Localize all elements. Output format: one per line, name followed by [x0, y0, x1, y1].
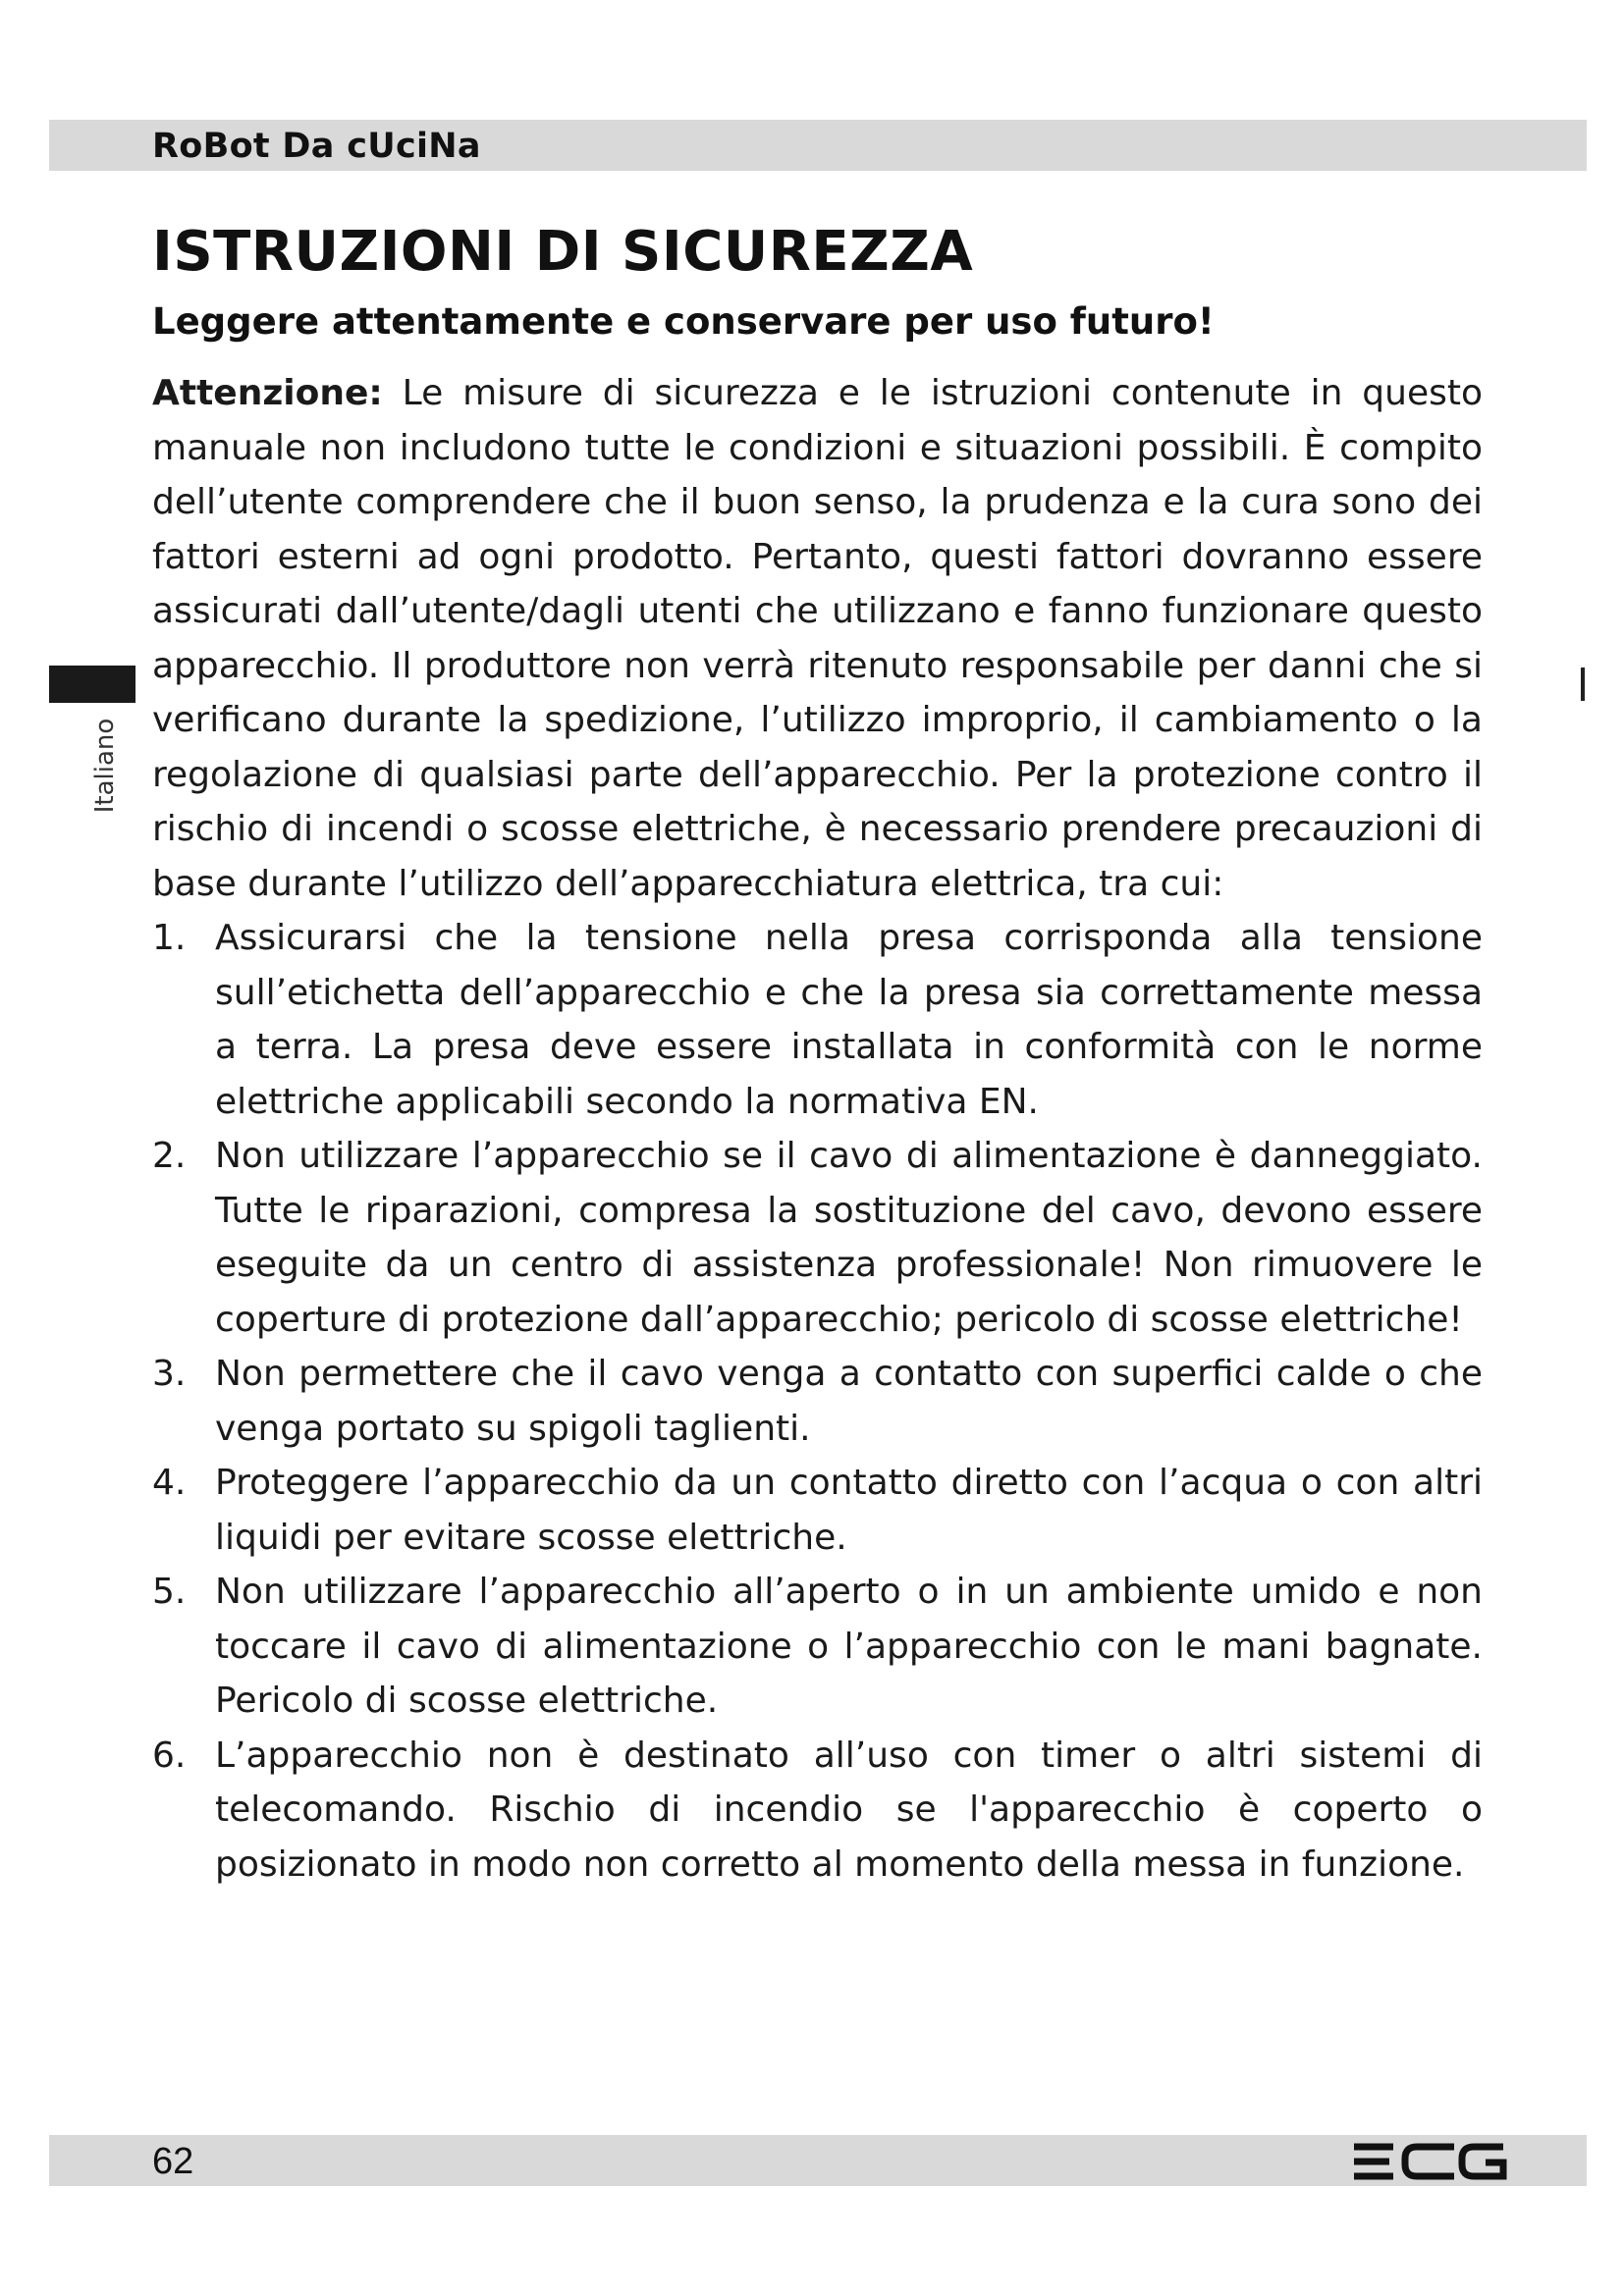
- list-item-text: L’apparecchio non è destinato all’uso con timer o altri sistemi di telecomando. Rischio di incendio se l'apparecchio è coperto o posizionato in modo non corretto al momento della messa in funzione.: [215, 1735, 1483, 1885]
- footer-bar: [49, 2135, 1587, 2186]
- list-item: [152, 1729, 1483, 1893]
- list-item-number: 2.: [152, 1136, 187, 1176]
- header-title: RoBot Da cUciNa: [152, 127, 481, 166]
- intro-lead: Attenzione:: [152, 373, 383, 413]
- list-item-text: Proteggere l’apparecchio da un contatto diretto con l’acqua o con altri liquidi per evitare scosse elettriche.: [215, 1463, 1483, 1558]
- page-edge-mark: [1581, 667, 1585, 701]
- page-subtitle: Leggere attentamente e conservare per uso futuro!: [152, 300, 1215, 343]
- language-tab-marker: [49, 666, 135, 703]
- list-item: [152, 911, 1483, 1129]
- document-body: [152, 366, 1483, 1892]
- intro-paragraph: [152, 366, 1483, 911]
- list-item-number: 6.: [152, 1735, 187, 1776]
- language-label: Italiano: [90, 718, 120, 814]
- list-item: [152, 1565, 1483, 1729]
- list-item-text: Non utilizzare l’apparecchio se il cavo di alimentazione è danneggiato. Tutte le riparazioni, compresa la sostituzione del cavo, devono essere eseguite da un centro di assistenza professionale! Non rimuovere le coperture di protezione dall’apparecchio; pericolo di scosse elettriche!: [215, 1136, 1483, 1340]
- list-item-number: 3.: [152, 1354, 187, 1394]
- page-number: 62: [152, 2141, 194, 2182]
- list-item-text: Non utilizzare l’apparecchio all’aperto o in un ambiente umido e non toccare il cavo di alimentazione o l’apparecchio con le mani bagnate. Pericolo di scosse elettriche.: [215, 1572, 1483, 1721]
- intro-text: Le misure di sicurezza e le istruzioni contenute in questo manuale non includono tutte le condizioni e situazioni possibili. È compito dell’utente comprendere che il buon senso, la prudenza e la cura sono dei fattori esterni ad ogni prodotto. Pertanto, questi fattori dovranno essere assicurati dall’utente/dagli utenti che utilizzano e fanno funzionare questo apparecchio. Il produttore non verrà ritenuto responsabile per danni che si verificano durante la spedizione, l’utilizzo improprio, il cambiamento o la regolazione di qualsiasi parte dell’apparecchio. Per la protezione contro il rischio di incendi o scosse elettriche, è necessario prendere precauzioni di base durante l’utilizzo dell’apparecchiatura elettrica, tra cui:: [152, 373, 1483, 904]
- list-item: [152, 1347, 1483, 1456]
- list-item-text: Assicurarsi che la tensione nella presa corrisponda alla tensione sull’etichetta dell’apparecchio e che la presa sia correttamente messa a terra. La presa deve essere installata in conformità con le norme elettriche applicabili secondo la normativa EN.: [215, 918, 1483, 1122]
- list-item: [152, 1456, 1483, 1565]
- list-item-number: 5.: [152, 1572, 187, 1612]
- header-bar: [49, 120, 1587, 171]
- page-title: ISTRUZIONI DI SICUREZZA: [152, 220, 974, 284]
- safety-list: [152, 911, 1483, 1892]
- ecg-logo-icon: [1350, 2143, 1507, 2180]
- list-item-number: 4.: [152, 1463, 187, 1503]
- list-item-text: Non permettere che il cavo venga a contatto con superfici calde o che venga portato su spigoli taglienti.: [215, 1354, 1483, 1449]
- list-item-number: 1.: [152, 918, 187, 958]
- list-item: [152, 1129, 1483, 1347]
